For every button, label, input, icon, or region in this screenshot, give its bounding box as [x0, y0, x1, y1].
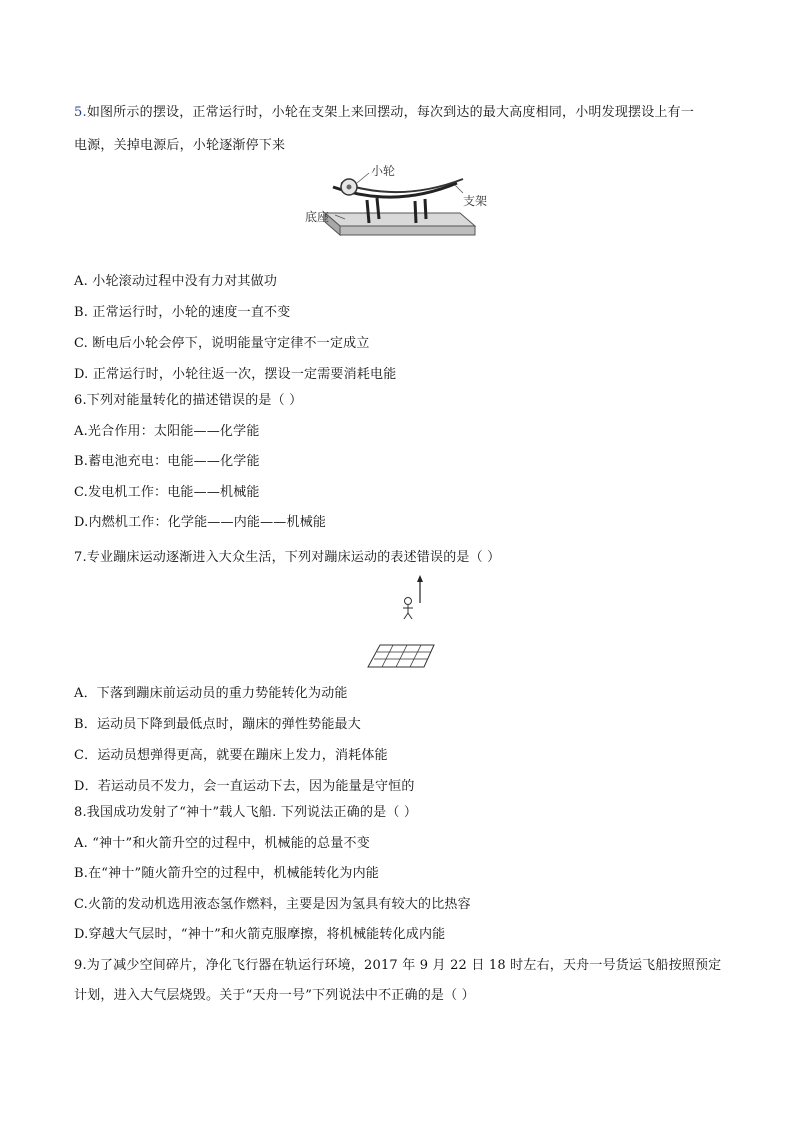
post-left-front [367, 200, 369, 223]
q6-stem: 6.下列对能量转化的描述错误的是（ ） [74, 393, 303, 408]
base-slab-top [325, 213, 475, 226]
q5-swing-figure [305, 163, 505, 245]
label-stand: 支架 [463, 194, 488, 208]
q5-number: 5. [74, 105, 87, 120]
post-left-back [377, 198, 379, 219]
q9-stem-line-2: 计划，进入大气层烧毁。关于“天舟一号”下列说法中不正确的是（ ） [74, 988, 475, 1003]
q7-option-d: D．若运动员不发力，会一直运动下去，因为能量是守恒的 [74, 779, 415, 794]
post-right-front [415, 201, 416, 223]
q5-stem-text-1: 如图所示的摆设，正常运行时，小轮在支架上来回摆动，每次到达的最大高度相同，小明发现摆设上有一 [86, 105, 695, 120]
q8-option-b: B.在“神十”随火箭升空的过程中，机械能转化为内能 [74, 866, 379, 881]
q6-option-c: C.发电机工作：电能——机械能 [74, 485, 260, 500]
trampoline-grid [368, 645, 434, 667]
wheel-hub [347, 185, 352, 190]
athlete-head [405, 598, 412, 605]
post-right-back [425, 199, 426, 219]
arrow-head [417, 575, 423, 582]
q7-trampoline-figure [364, 573, 444, 673]
q6-option-d: D.内燃机工作：化学能——内能——机械能 [74, 515, 327, 530]
q8-option-c: C.火箭的发动机选用液态氢作燃料，主要是因为氢具有较大的比热容 [74, 897, 471, 912]
base-slab-front [340, 226, 475, 235]
q5-option-b: B. 正常运行时，小轮的速度一直不变 [74, 305, 291, 320]
label-base: 底座 [305, 210, 330, 224]
q8-option-a: A. “神十”和火箭升空的过程中，机械能的总量不变 [74, 836, 370, 851]
q7-stem: 7.专业蹦床运动逐渐进入大众生活，下列对蹦床运动的表述错误的是（ ） [74, 550, 501, 565]
q9-stem-line-1: 9.为了减少空间碎片，净化飞行器在轨运行环境，2017 年 9 月 22 日 18 时左右，天舟一号货运飞船按照预定 [74, 958, 722, 973]
q5-option-d: D. 正常运行时，小轮往返一次，摆设一定需要消耗电能 [74, 367, 397, 382]
q6-option-a: A.光合作用：太阳能——化学能 [74, 424, 260, 439]
q8-stem: 8.我国成功发射了“神十”载人飞船. 下列说法正确的是（ ） [74, 805, 418, 820]
q7-option-c: C．运动员想弹得更高，就要在蹦床上发力，消耗体能 [74, 748, 388, 763]
q5-option-a: A. 小轮滚动过程中没有力对其做功 [74, 274, 278, 289]
q7-option-a: A．下落到蹦床前运动员的重力势能转化为动能 [74, 686, 348, 701]
q8-option-d: D.穿越大气层时，“神十”和火箭克服摩擦，将机械能转化成内能 [74, 927, 446, 942]
q5-option-c: C. 断电后小轮会停下，说明能量守定律不一定成立 [74, 336, 370, 351]
q5-stem-line-2: 电源，关掉电源后，小轮逐渐停下来 [74, 138, 286, 153]
athlete-leg-left [404, 613, 408, 619]
q6-option-b: B.蓄电池充电：电能——化学能 [74, 454, 260, 469]
q5-stem-line-1 [74, 104, 694, 122]
q7-option-b: B．运动员下降到最低点时，蹦床的弹性势能最大 [74, 717, 361, 732]
label-wheel: 小轮 [371, 164, 396, 178]
athlete-leg-right [408, 613, 412, 619]
